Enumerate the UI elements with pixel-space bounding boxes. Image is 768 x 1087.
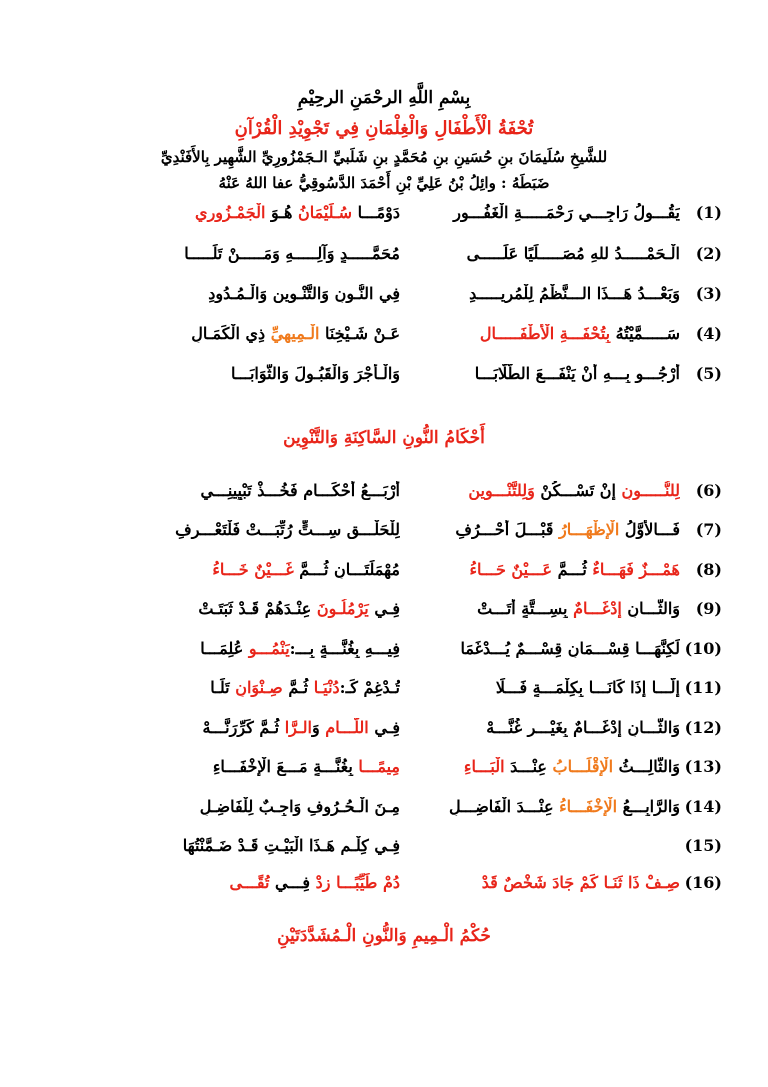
verse-line <box>122 560 722 590</box>
verse-second-hemistich-segment: دُمْ طَيِّبًـــا <box>336 873 400 892</box>
verse-second-hemistich-segment: ثُـمَّ كَرِّرَنَّـــهْ <box>202 718 285 737</box>
verse-second-hemistich-segment: عِنْـدَهُمْ قَـدْ ثَبَتَـتْ <box>198 599 317 618</box>
verse-line <box>122 520 722 550</box>
verse-first-hemistich-segment: ذَا <box>622 873 646 892</box>
verse-first-hemistich <box>410 757 680 776</box>
verse-first-hemistich-segment: فَـــالأَوَّلُ <box>619 520 680 539</box>
verse-second-hemistich <box>122 599 400 618</box>
verse-first-hemistich-segment: شَخْصٌ <box>497 873 553 892</box>
verse-second-hemistich <box>122 560 400 579</box>
verse-second-hemistich-segment: مِـنَ الْـحُـرُوفِ وَاجِـبٌ لِلْفَاضِـلِ <box>199 797 400 816</box>
verse-first-hemistich-segment: لِلنُّـــــونِ <box>621 481 680 500</box>
verse-second-hemistich-segment: مُهْمَلَتَـــانِ ثُـــمَّ <box>293 560 400 579</box>
verse-first-hemistich-segment: هَمْـــزٌ فَهَـــاءٌ <box>592 560 680 579</box>
verse-first-hemistich-segment: بِتُحْفَـــةِ الْأَطْفَـــــال <box>479 324 611 343</box>
section-title-noon: أَحْكَامُ النُّونِ السَّاكِنَةِ وَالتَّنْوِين <box>283 428 485 448</box>
verse-second-hemistich-segment: تُقًـــى <box>229 873 270 892</box>
verse-second-hemistich-segment: عَـنْ شَـيْخِنَا <box>319 324 400 343</box>
verse-number: (13) <box>684 757 722 776</box>
basmala: بِسْمِ اللَّهِ الرحْمَنِ الرحِيْمِ <box>297 88 471 108</box>
verse-second-hemistich-segment: مِيمًـــا <box>358 757 400 776</box>
verse-first-hemistich-segment: لَكِنَّهَـــا قِسْـــمَانِ قِسْـــمٌ يُـــدْغَمَا <box>460 639 680 658</box>
verse-second-hemistich-segment: فِـي <box>368 599 400 618</box>
verse-second-hemistich-segment: زِدْ <box>310 873 337 892</box>
verse-line <box>122 481 722 511</box>
verse-second-hemistich-segment: صِـنْوَانٍ <box>235 678 283 697</box>
verse-first-hemistich-segment: عِنْـــدَ الْفَاضِـــلِ <box>449 797 560 816</box>
verse-first-hemistich <box>410 324 680 343</box>
verse-first-hemistich-segment: إنْ تَسْـــكُنْ <box>534 481 622 500</box>
verse-number: (8) <box>695 560 722 579</box>
verse-first-hemistich <box>410 599 680 618</box>
verse-first-hemistich-segment: الْإِقْلَـــابُ <box>552 757 614 776</box>
verse-second-hemistich-segment: وَالْـأَجْرَ وَالْقَبُـولَ وَالثَّوَابَـــا <box>231 364 400 383</box>
verse-first-hemistich-segment: وَلِلتَّنْـــوِينِ <box>468 481 535 500</box>
verse-second-hemistich-segment: الْجَمْـزُورِي <box>195 203 266 222</box>
verse-first-hemistich-segment: عِنْـــدَ <box>504 757 553 776</box>
verse-second-hemistich <box>122 797 400 816</box>
verse-second-hemistich-segment: هُـوَ <box>265 203 298 222</box>
verse-second-hemistich-segment: عُلِمَـــا <box>200 639 249 658</box>
verse-second-hemistich <box>122 520 400 539</box>
verse-first-hemistich-segment: وَالثَّالِـــثُ <box>613 757 680 776</box>
verse-first-hemistich <box>410 797 680 816</box>
verse-second-hemistich <box>122 364 400 383</box>
verse-first-hemistich-segment: قَبْـــلَ أَحْـــرُفِ <box>455 520 560 539</box>
verse-second-hemistich-segment: اللَّـــامِ <box>325 718 369 737</box>
verse-first-hemistich <box>410 203 680 222</box>
verse-line <box>122 639 722 669</box>
verse-second-hemistich-segment: دُنْيَـا <box>313 678 340 697</box>
verse-second-hemistich <box>122 284 400 303</box>
verse-number: (9) <box>695 599 722 618</box>
verse-first-hemistich-segment: الْـحَمْـــــدُ للهِ مُصَـــــلِّيًا عَلَـــــى <box>466 244 680 263</box>
verse-second-hemistich <box>122 481 400 500</box>
verse-first-hemistich-segment: جَادَ <box>552 873 575 892</box>
verse-second-hemistich-segment: مُحَمَّـــــدٍ وَآلِـــــهِ وَمَـــــنْ تَلَـــــا <box>184 244 400 263</box>
verse-number: (14) <box>684 797 722 816</box>
verse-second-hemistich-segment: ذِي الْكَمَـالِ <box>191 324 271 343</box>
verse-line <box>122 678 722 708</box>
verse-second-hemistich-segment: تُـدْغِمْ كَـ: <box>339 678 400 697</box>
verse-second-hemistich-segment: يَنْمُـــو <box>248 639 290 658</box>
verse-second-hemistich <box>122 836 400 855</box>
verse-second-hemistich <box>122 244 400 263</box>
verse-second-hemistich-segment: فِي النُّـونِ وَالتَّنْـوِينِ وَالْـمُـدُودِ <box>208 284 400 303</box>
verse-first-hemistich-segment: إلَّـــا إذَا كَانَـــا بِكِلْمَـــةٍ فَـــلَا <box>495 678 680 697</box>
verse-second-hemistich-segment: يَرْمُلُـونَ <box>316 599 369 618</box>
verse-second-hemistich-segment: ثُـمَّ <box>282 678 314 697</box>
verse-first-hemistich <box>410 244 680 263</box>
verse-line <box>122 599 722 629</box>
verse-first-hemistich <box>410 284 680 303</box>
verse-first-hemistich <box>410 560 680 579</box>
verse-line <box>122 364 722 394</box>
verse-number: (6) <box>695 481 722 500</box>
verse-second-hemistich-segment: لِلْحَلْـــقِ سِـــتٍّ رُتِّبَـــتْ فَلْتَعْـــرِفِ <box>175 520 400 539</box>
verse-line <box>122 203 722 233</box>
verse-second-hemistich-segment: سُـلَيْمَانُ <box>297 203 353 222</box>
verse-first-hemistich <box>410 364 680 383</box>
verse-second-hemistich-segment: دَوْمًـــا <box>352 203 400 222</box>
verse-first-hemistich-segment: كَمْ <box>574 873 604 892</box>
verse-second-hemistich-segment: فِـــي <box>269 873 311 892</box>
verse-second-hemistich-segment: الْـمِيهِيِّ <box>270 324 320 343</box>
verse-first-hemistich-segment: الْإِخْفَـــاءُ <box>559 797 618 816</box>
verse-number: (5) <box>695 364 722 383</box>
verse-line <box>122 836 722 866</box>
verse-first-hemistich <box>410 639 680 658</box>
verse-second-hemistich-segment: بِغُنَّـــةٍ مَـــعَ الْإِخْفَـــاءِ <box>212 757 359 776</box>
verse-first-hemistich-segment: وَالثَّـــانِ إدْغَـــامٌ بِغَيْـــرِ غُنَّـــهْ <box>486 718 680 737</box>
verse-second-hemistich <box>122 718 400 737</box>
verse-second-hemistich-segment: وَ <box>311 718 326 737</box>
verse-first-hemistich <box>410 873 680 892</box>
verse-number: (4) <box>695 324 722 343</box>
verse-number: (3) <box>695 284 722 303</box>
verse-line <box>122 757 722 787</box>
verse-first-hemistich-segment: الْبَـــاءِ <box>463 757 505 776</box>
verse-line <box>122 284 722 314</box>
verse-second-hemistich-segment: غَـــيْنٌ خَـــاءُ <box>212 560 294 579</box>
verse-first-hemistich-segment: قَدْ <box>481 873 498 892</box>
verse-second-hemistich <box>122 873 400 892</box>
verse-second-hemistich <box>122 757 400 776</box>
verse-first-hemistich-segment: الْإِظْهَـــارُ <box>559 520 620 539</box>
verse-first-hemistich-segment: إدْغَـــامٌ <box>573 599 622 618</box>
verse-second-hemistich-segment: فِـي كِلْـمِ هَـذَا الْبَيْـتِ قَـدْ ضَـمَّنْتُهَا <box>182 836 400 855</box>
verse-second-hemistich-segment: أَرْبَـــعُ أَحْكَـــامٍ فَخُـــذْ تَبْيِينِـــي <box>200 481 400 500</box>
editor-line: ضَبَطَهُ : وائِلُ بْنُ عَلِيِّ بْنِ أَحْمَدَ الدَّسُوقِيُّ عفا اللهُ عَنْهُ <box>218 174 550 192</box>
verse-second-hemistich <box>122 324 400 343</box>
verse-number: (10) <box>684 639 722 658</box>
section-title-mushaddad: حُكْمُ الْـمِيمِ وَالنُّونِ الْـمُشَدَّدَتَيْنِ <box>277 926 491 946</box>
verse-number: (2) <box>695 244 722 263</box>
verse-number: (7) <box>695 520 722 539</box>
verse-line <box>122 797 722 827</box>
verse-second-hemistich-segment: فِـي <box>368 718 400 737</box>
verse-first-hemistich-segment: بِسِـــتَّةٍ أَتَـــتْ <box>477 599 574 618</box>
verse-number: (11) <box>684 678 722 697</box>
verse-first-hemistich-segment: سَـــــمَّيْتُهُ <box>610 324 680 343</box>
verse-second-hemistich-segment: تَلَـا <box>210 678 236 697</box>
verse-number: (1) <box>695 203 722 222</box>
verse-first-hemistich-segment: يَقُـــولُ رَاجِـــي رَحْمَـــــةِ الْغَفُـــورِ <box>453 203 680 222</box>
verse-second-hemistich <box>122 203 400 222</box>
verse-first-hemistich-segment: ثَنَـا <box>603 873 623 892</box>
verse-first-hemistich-segment: وَالثَّـــانِ <box>621 599 680 618</box>
verse-second-hemistich <box>122 639 400 658</box>
verse-second-hemistich-segment: فِيـــهِ بِغُنَّـــةٍ بِـــ: <box>289 639 400 658</box>
verse-number: (16) <box>684 873 722 892</box>
verse-first-hemistich-segment: أَرْجُـــو بِـــهِ أَنْ يَنْفَـــعَ الطُّلَّابَـــا <box>474 364 680 383</box>
verse-line <box>122 718 722 748</box>
verse-line <box>122 324 722 354</box>
verse-first-hemistich-segment: ثُـــمَّ <box>552 560 593 579</box>
author-line: للشَّيخِ سُلَيمَانَ بنِ حُسَينِ بنِ مُحَمَّدٍ بنِ شَلَبيِّ الـجَمْزُورِيِّ الشَّهِير بِالأَفَنْدِيِّ <box>160 148 608 166</box>
verse-first-hemistich-segment: وَبَعْـــدُ هَـــذَا الـــنَّظْمُ لِلْمُرِيـــــدِ <box>469 284 680 303</box>
verse-first-hemistich <box>410 481 680 500</box>
verse-number: (12) <box>684 718 722 737</box>
verse-first-hemistich <box>410 718 680 737</box>
verse-second-hemistich-segment: الـرَّا <box>284 718 312 737</box>
verse-first-hemistich-segment: صِـفْ <box>645 873 680 892</box>
verse-first-hemistich <box>410 678 680 697</box>
verse-line <box>122 244 722 274</box>
verse-first-hemistich-segment: وَالرَّابِـــعُ <box>617 797 680 816</box>
verse-line <box>122 873 722 903</box>
verse-second-hemistich <box>122 678 400 697</box>
verse-first-hemistich-segment: عَـــيْنٌ حَـــاءُ <box>469 560 553 579</box>
poem-title: تُحْفَةُ الْأَطْفَالِ وَالْغِلْمَانِ فِي تَجْوِيْدِ الْقُرْآنِ <box>234 118 534 139</box>
verse-first-hemistich <box>410 520 680 539</box>
verse-number: (15) <box>684 836 722 855</box>
